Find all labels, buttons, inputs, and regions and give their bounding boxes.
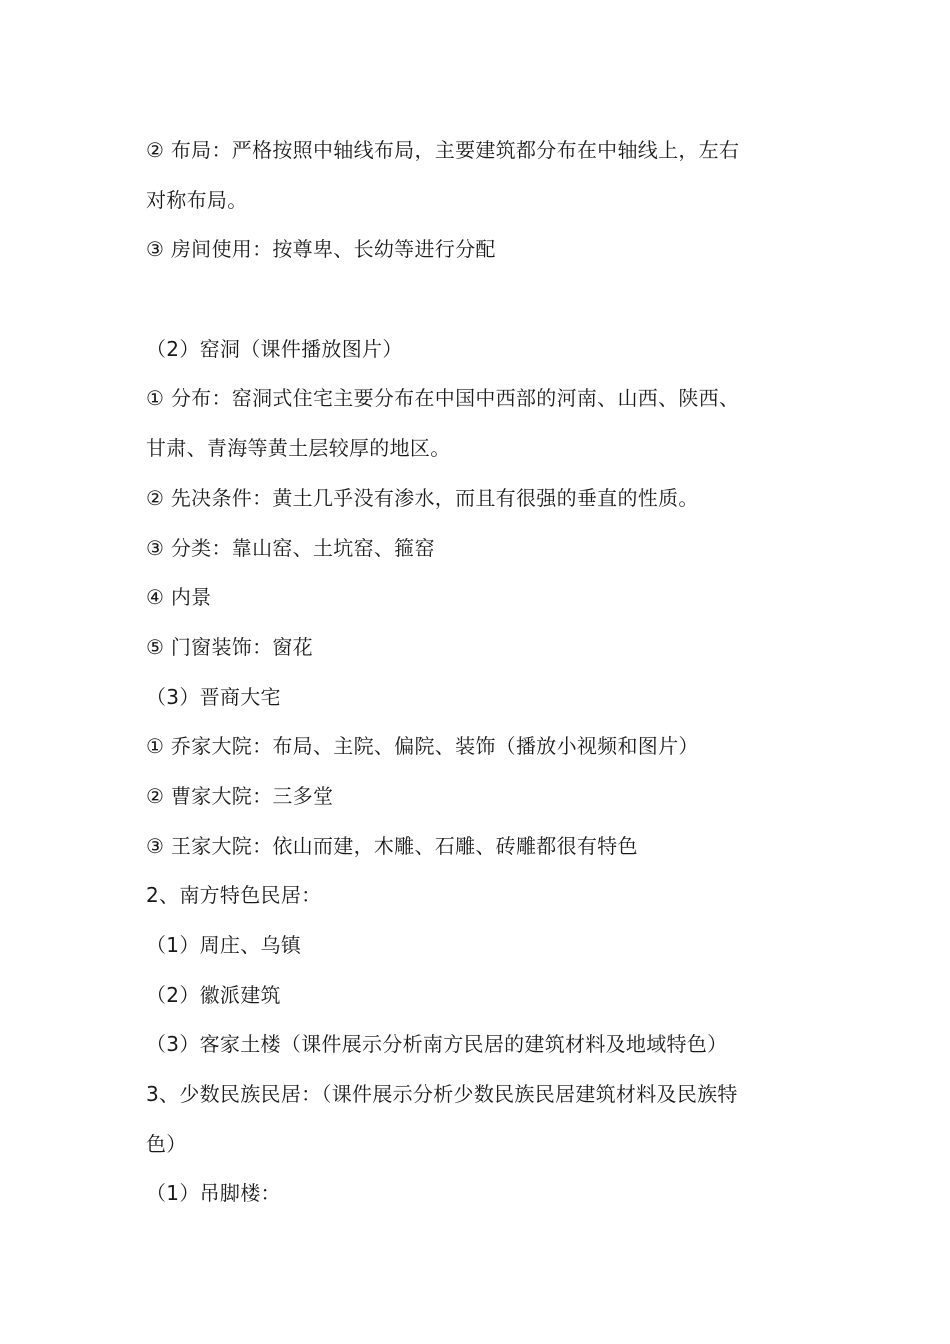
text-line: （2）徽派建筑 bbox=[146, 982, 281, 1007]
text-line: ④ 内景 bbox=[146, 585, 212, 610]
section-heading: （2）窑洞（课件播放图片） bbox=[146, 336, 403, 361]
text-line: ② 曹家大院：三多堂 bbox=[146, 783, 334, 808]
section-heading: （3）晋商大宅 bbox=[146, 684, 281, 709]
text-line: ① 分布：窑洞式住宅主要分布在中国中西部的河南、山西、陕西、 bbox=[146, 386, 740, 411]
text-line: ③ 房间使用：按尊卑、长幼等进行分配 bbox=[146, 237, 496, 262]
section-heading: 2、南方特色民居： bbox=[146, 883, 322, 908]
text-line: （1）周庄、乌镇 bbox=[146, 933, 302, 957]
text-line: ② 布局：严格按照中轴线布局，主要建筑都分布在中轴线上，左右 bbox=[146, 138, 740, 162]
text-line: ① 乔家大院：布局、主院、偏院、装饰（播放小视频和图片） bbox=[146, 734, 699, 759]
text-line: 色） bbox=[146, 1131, 187, 1156]
blank-line bbox=[146, 275, 816, 325]
text-line: 甘肃、青海等黄土层较厚的地区。 bbox=[146, 436, 451, 461]
text-line: 对称布局。 bbox=[146, 187, 248, 212]
section-heading: 3、少数民族民居：（课件展示分析少数民族民居建筑材料及民族特 bbox=[146, 1082, 738, 1107]
text-line: （3）客家土楼（课件展示分析南方民居的建筑材料及地域特色） bbox=[146, 1032, 728, 1057]
text-line: ⑤ 门窗装饰：窗花 bbox=[146, 634, 313, 659]
text-line: ② 先决条件：黄土几乎没有渗水，而且有很强的垂直的性质。 bbox=[146, 485, 699, 510]
document-body bbox=[146, 126, 816, 1219]
text-line: （1）吊脚楼： bbox=[146, 1181, 281, 1206]
text-line: ③ 王家大院：依山而建，木雕、石雕、砖雕都很有特色 bbox=[146, 833, 638, 858]
text-line: ③ 分类：靠山窑、土坑窑、箍窑 bbox=[146, 535, 435, 560]
